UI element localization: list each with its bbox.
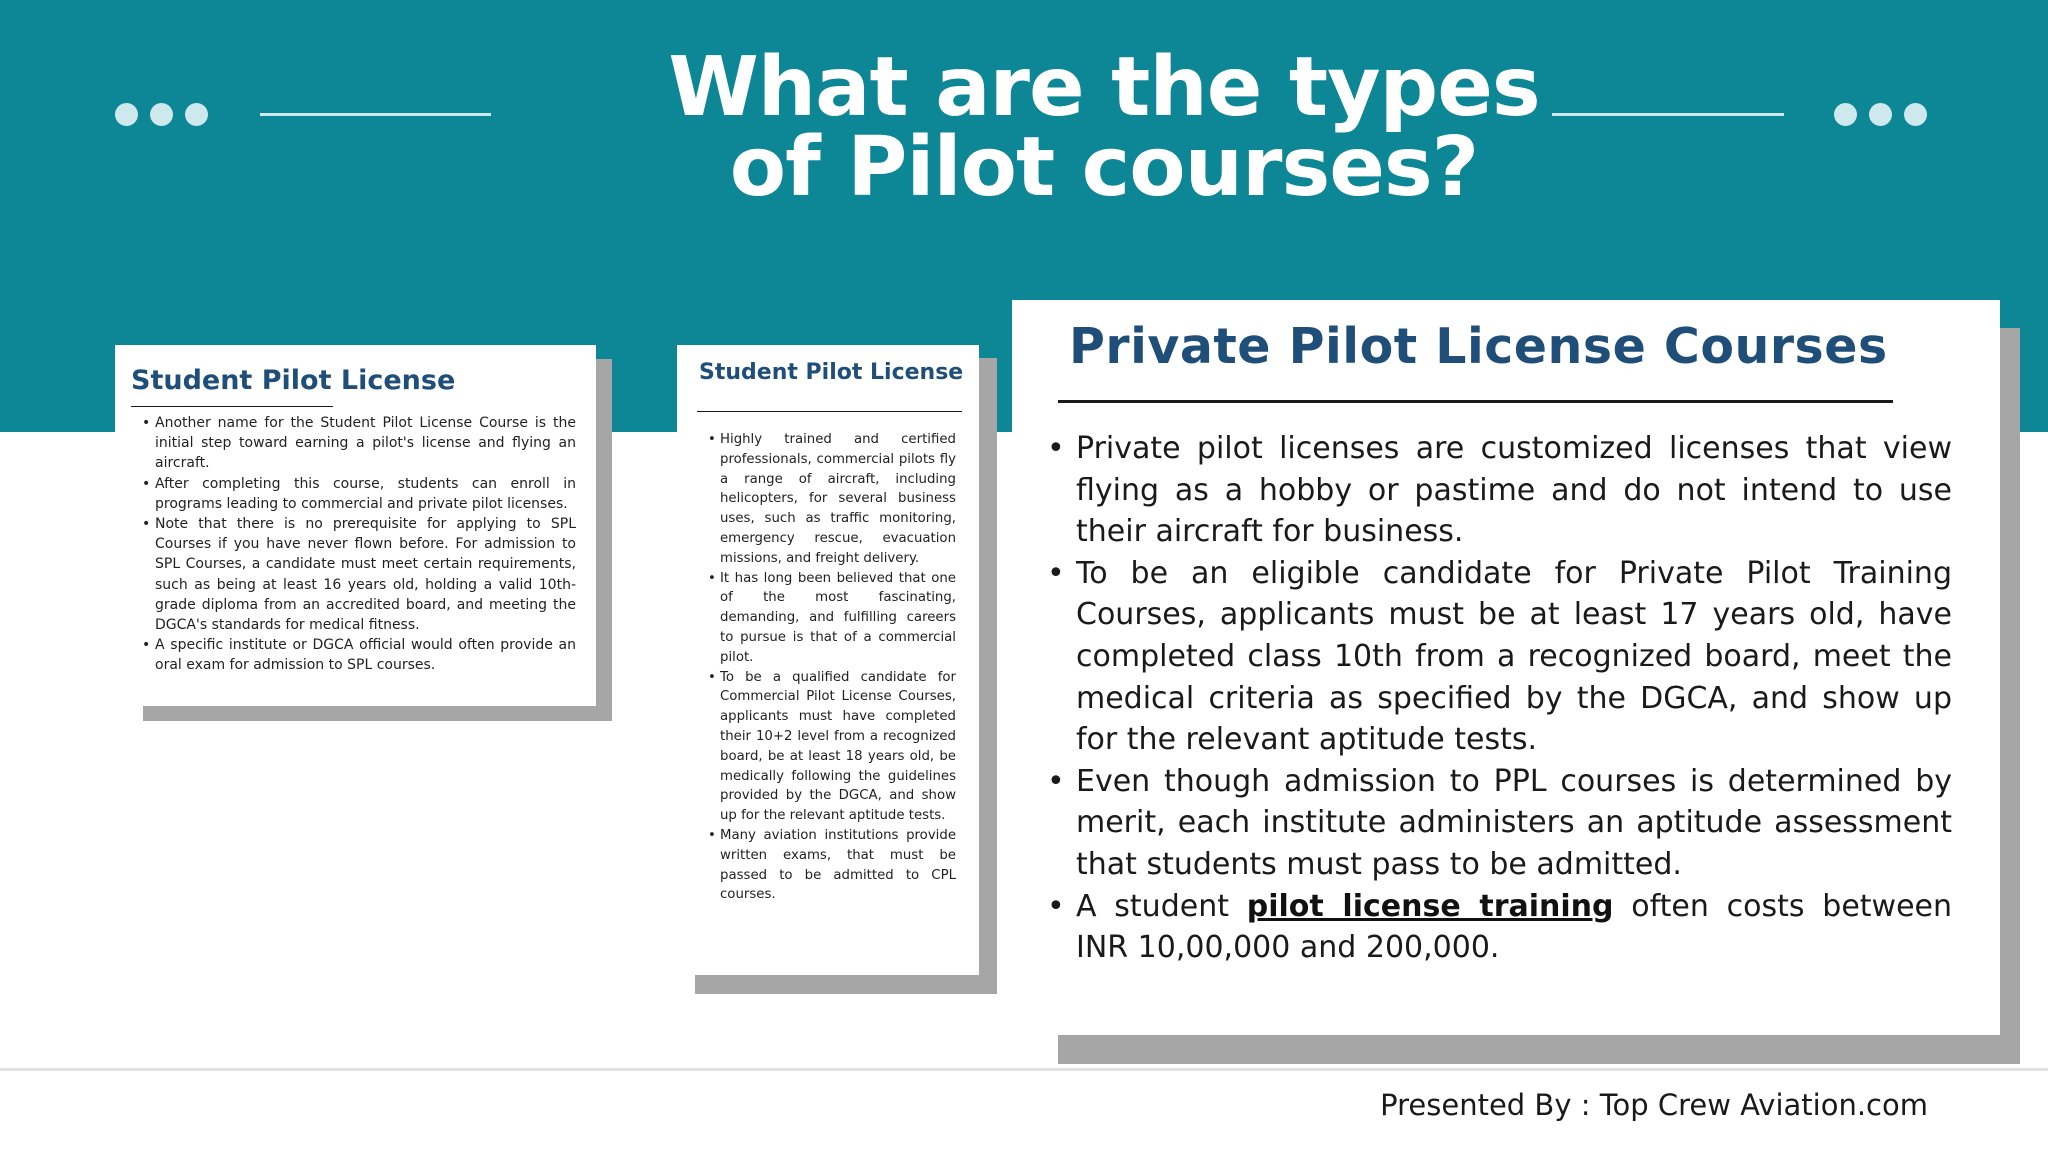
decorative-dots-left xyxy=(115,103,208,126)
card-title-rule xyxy=(1058,400,1893,403)
page-title-line1: What are the types xyxy=(668,40,1540,135)
card-bullet-list xyxy=(720,430,956,905)
list-item: • Note that there is no prerequisite for applying to SPL Courses if you have never flown before. For admission to SPL Courses, a candidate must meet certain requirements, such as being at least 16 years old, holding a valid 10th-grade diploma from an accredited board, and meeting the DGCA's standards for medical fitness. xyxy=(155,514,576,635)
list-item: • It has long been believed that one of the most fascinating, demanding, and fulfilling careers to pursue is that of a commercial pilot. xyxy=(720,569,956,668)
page-title xyxy=(524,40,1684,215)
list-item xyxy=(1076,886,1952,969)
dot-icon xyxy=(1904,103,1927,126)
card-bullet-list xyxy=(155,413,576,676)
bullet-text: often costs between INR 10,00,000 and 200,000. xyxy=(1076,888,1953,966)
footer-divider xyxy=(0,1068,2048,1071)
card-title-rule xyxy=(697,411,962,412)
list-item: • Highly trained and certified professionals, commercial pilots fly a range of aircraft, including helicopters, for several business uses, such as traffic monitoring, emergency rescue, evacuation missions, and freight delivery. xyxy=(720,430,956,569)
list-item: • After completing this course, students can enroll in programs leading to commercial and private pilot licenses. xyxy=(155,474,576,514)
decorative-dots-right xyxy=(1834,103,1927,126)
card-title-rule xyxy=(131,406,333,407)
commercial-pilot-license-card xyxy=(677,345,979,975)
list-item: • To be a qualified candidate for Commercial Pilot License Courses, applicants must have completed their 10+2 level from a recognized board, be at least 18 years old, be medically following the guidelines provided by the DGCA, and show up for the relevant aptitude tests. xyxy=(720,668,956,826)
list-item: • A specific institute or DGCA official would often provide an oral exam for admission to SPL courses. xyxy=(155,635,576,675)
dot-icon xyxy=(1834,103,1857,126)
dot-icon xyxy=(1869,103,1892,126)
dot-icon xyxy=(185,103,208,126)
list-item: • Private pilot licenses are customized licenses that view flying as a hobby or pastime and do not intend to use their aircraft for business. xyxy=(1076,428,1952,553)
pilot-license-training-link[interactable]: pilot license training xyxy=(1246,888,1614,924)
page-title-line2: of Pilot courses? xyxy=(729,120,1479,215)
student-pilot-license-card xyxy=(115,345,596,706)
card-title: Student Pilot License xyxy=(699,360,964,385)
dot-icon xyxy=(115,103,138,126)
list-item: • Many aviation institutions provide written exams, that must be passed to be admitted to CPL courses. xyxy=(720,826,956,905)
decorative-line-left xyxy=(260,113,491,116)
list-item: • To be an eligible candidate for Private Pilot Training Courses, applicants must be at least 17 years old, have completed class 10th from a recognized board, meet the medical criteria as specified by the DGCA, and show up for the relevant aptitude tests. xyxy=(1076,553,1952,761)
card-title: Private Pilot License Courses xyxy=(1069,318,1888,375)
dot-icon xyxy=(150,103,173,126)
card-bullet-list xyxy=(1076,428,1952,969)
private-pilot-license-card xyxy=(1012,300,2000,1035)
list-item: • Another name for the Student Pilot License Course is the initial step toward earning a pilot's license and flying an aircraft. xyxy=(155,413,576,474)
list-item: • Even though admission to PPL courses is determined by merit, each institute administers an aptitude assessment that students must pass to be admitted. xyxy=(1076,761,1952,886)
presenter-credit: Presented By : Top Crew Aviation.com xyxy=(1380,1088,1928,1122)
bullet-text: A student xyxy=(1076,888,1247,924)
card-title: Student Pilot License xyxy=(131,365,456,396)
